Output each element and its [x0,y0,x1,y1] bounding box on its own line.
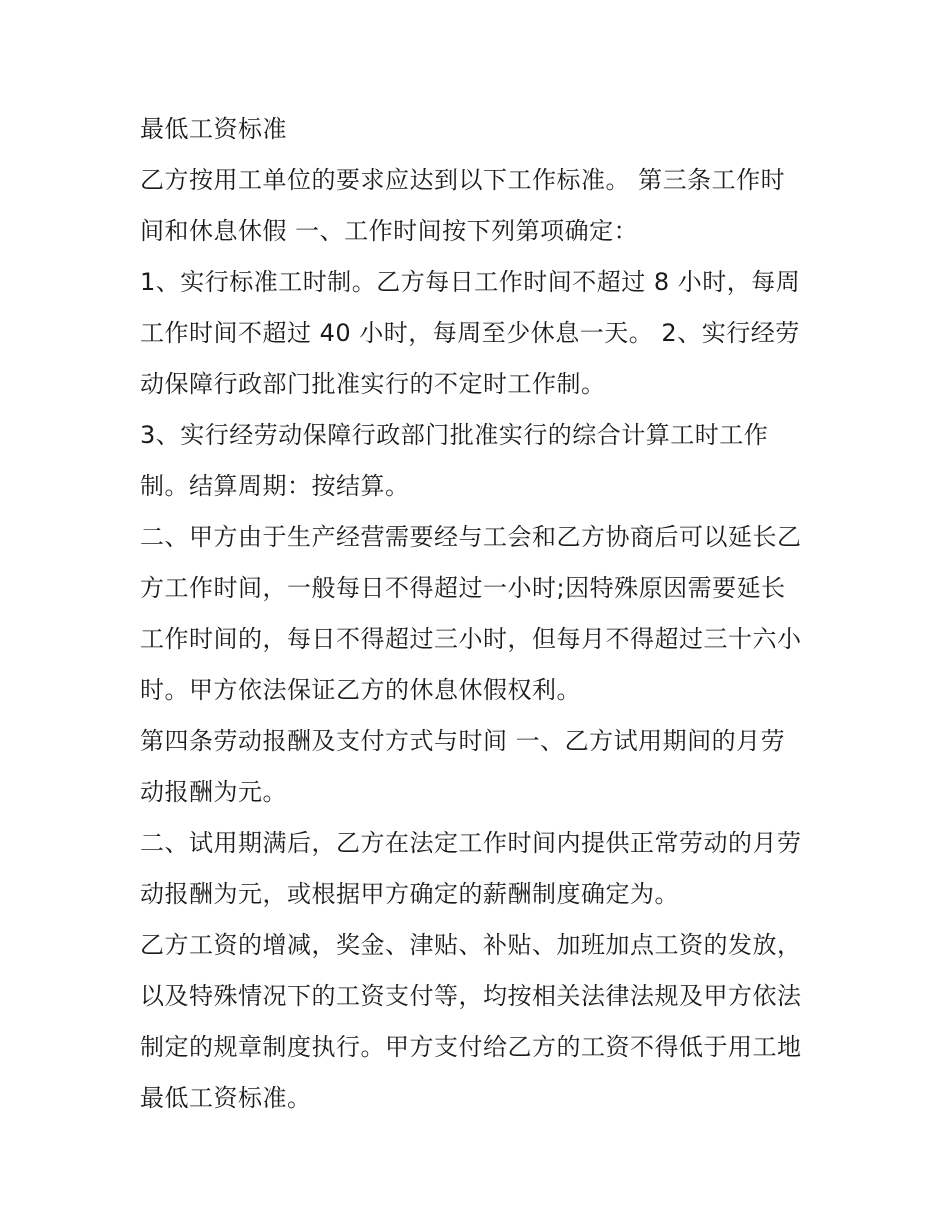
text-line: 3、实行经劳动保障行政部门批准实行的综合计算工时工作 [140,421,769,449]
text-line: 工作时间的，每日不得超过三小时，但每月不得超过三十六小 [140,625,802,653]
text-line: 制定的规章制度执行。甲方支付给乙方的工资不得低于用工地 [140,1033,802,1061]
text-line: 二、甲方由于生产经营需要经与工会和乙方协商后可以延长乙 [140,523,802,551]
text-line: 最低工资标准 [140,115,287,143]
text-line: 制。结算周期：按结算。 [140,472,410,500]
text-line: 最低工资标准。 [140,1084,312,1112]
text-line: 时。甲方依法保证乙方的休息休假权利。 [140,676,581,704]
text-line: 1、实行标准工时制。乙方每日工作时间不超过 8 小时，每周 [140,268,801,296]
text-line: 第四条劳动报酬及支付方式与时间 一、乙方试用期间的月劳 [140,727,786,755]
text-line: 动报酬为元，或根据甲方确定的薪酬制度确定为。 [140,880,679,908]
text-line: 间和休息休假 一、工作时间按下列第项确定： [140,217,639,245]
text-line: 以及特殊情况下的工资支付等，均按相关法律法规及甲方依法 [140,982,802,1010]
text-line: 工作时间不超过 40 小时，每周至少休息一天。 2、实行经劳 [140,319,800,347]
document-body [140,107,820,1127]
text-line: 方工作时间，一般每日不得超过一小时;因特殊原因需要延长 [140,574,786,602]
text-line: 乙方工资的增减，奖金、津贴、补贴、加班加点工资的发放， [140,931,802,959]
text-line: 乙方按用工单位的要求应达到以下工作标准。 第三条工作时 [140,166,786,194]
text-line: 动报酬为元。 [140,778,287,806]
text-line: 二、试用期满后，乙方在法定工作时间内提供正常劳动的月劳 [140,829,802,857]
text-line: 动保障行政部门批准实行的不定时工作制。 [140,370,606,398]
